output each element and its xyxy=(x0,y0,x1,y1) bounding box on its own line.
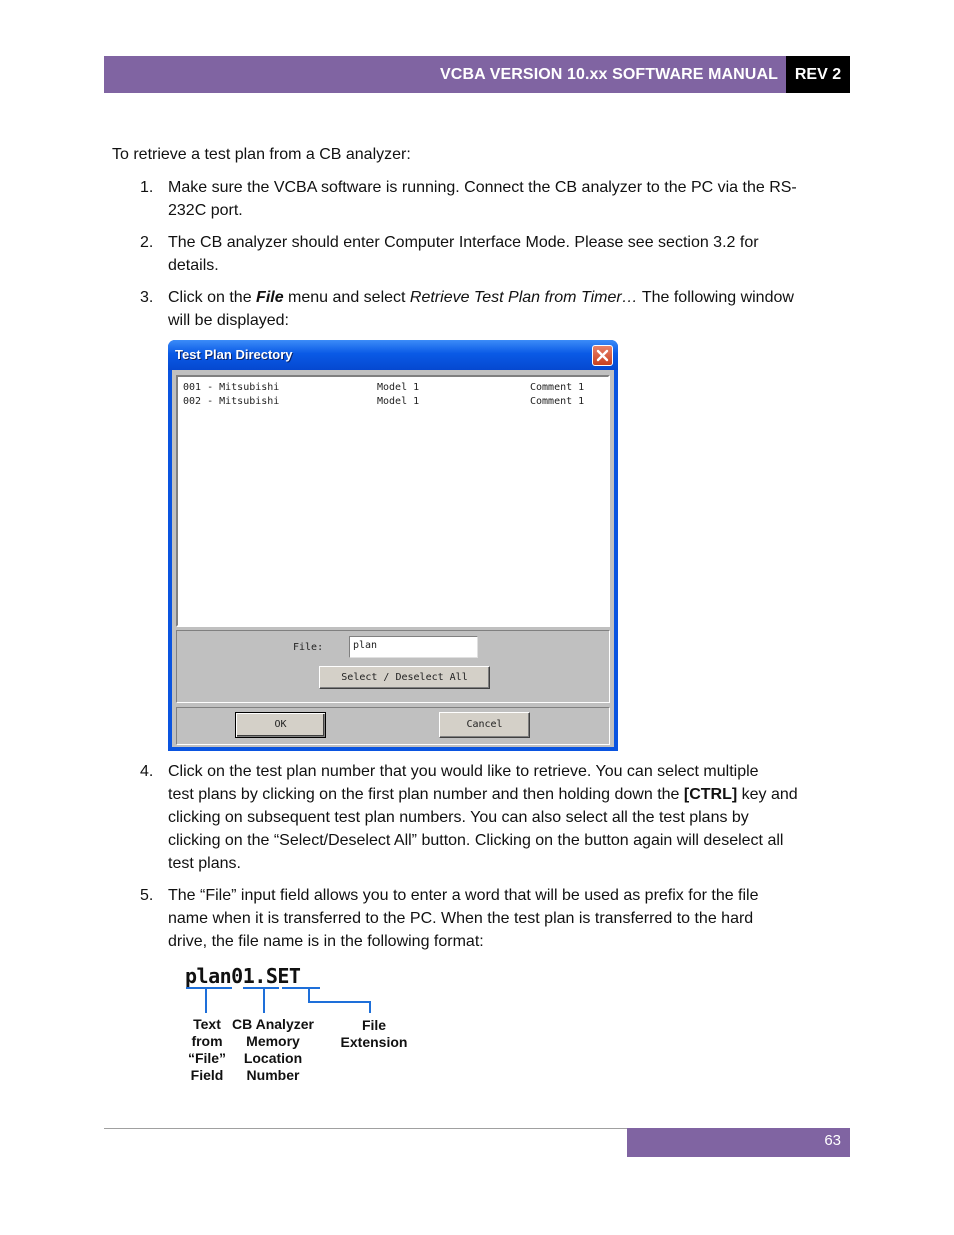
cancel-button[interactable]: Cancel xyxy=(439,712,530,738)
step-number: 4. xyxy=(140,763,154,780)
text-run: menu and select xyxy=(283,289,410,306)
step-number: 5. xyxy=(140,887,154,904)
step-line: clicking on subsequent test plan numbers. You can also select all the test plans by xyxy=(168,809,749,826)
label-cb-memory-location xyxy=(228,1016,318,1084)
dialog-client-area xyxy=(172,370,614,747)
step-line: Click on the test plan number that you would like to retrieve. You can select multiple xyxy=(168,763,759,780)
plan-comment: Comment 1 xyxy=(530,396,585,407)
text-run: Click on the xyxy=(168,289,257,306)
label-line: “File” xyxy=(187,1050,227,1066)
filename-extension: SET xyxy=(265,964,301,988)
file-panel xyxy=(176,630,610,703)
filename-format-connectors xyxy=(180,980,390,1020)
menu-name-file: File xyxy=(256,289,284,306)
label-line: CB Analyzer xyxy=(232,1016,314,1032)
revision-badge: REV 2 xyxy=(786,56,850,93)
plan-name: 001 - Mitsubishi xyxy=(183,382,280,393)
text-run: key and xyxy=(737,786,798,803)
step-line: Make sure the VCBA software is running. Connect the CB analyzer to the PC via the RS- xyxy=(168,179,797,196)
select-deselect-all-button[interactable]: Select / Deselect All xyxy=(319,666,490,689)
step-number: 2. xyxy=(140,234,154,251)
footer-rule xyxy=(104,1128,628,1129)
step-line xyxy=(168,783,848,806)
dialog-titlebar xyxy=(168,340,618,370)
page-number: 63 xyxy=(824,1132,841,1149)
step-line xyxy=(168,286,848,309)
intro-text: To retrieve a test plan from a CB analyzer: xyxy=(112,146,411,163)
step-line: The “File” input field allows you to enter a word that will be used as prefix for the file xyxy=(168,887,759,904)
label-file-extension xyxy=(334,1017,414,1051)
extension-connector xyxy=(309,988,370,1013)
label-line: Extension xyxy=(340,1034,408,1050)
step-line: test plans. xyxy=(168,855,241,872)
file-label: File: xyxy=(293,642,324,653)
header-title: VCBA VERSION 10.xx SOFTWARE MANUAL xyxy=(440,66,778,83)
menu-item-name: Retrieve Test Plan from Timer… xyxy=(409,289,638,306)
footer-bar xyxy=(627,1128,850,1157)
dialog-title: Test Plan Directory xyxy=(175,347,293,362)
header-bar xyxy=(104,56,850,93)
plan-comment: Comment 1 xyxy=(530,382,585,393)
label-text-from-file-field xyxy=(182,1016,232,1084)
plan-name: 002 - Mitsubishi xyxy=(183,396,280,407)
step-number: 3. xyxy=(140,289,154,306)
close-icon xyxy=(596,349,609,362)
ok-button[interactable]: OK xyxy=(235,712,326,738)
test-plan-list[interactable] xyxy=(176,375,610,627)
step-line: clicking on the “Select/Deselect All” button. Clicking on the button again will deselect all xyxy=(168,832,784,849)
step-line: 232C port. xyxy=(168,202,243,219)
test-plan-directory-dialog xyxy=(168,340,618,751)
ctrl-key: [CTRL] xyxy=(683,786,738,803)
step-line: The CB analyzer should enter Computer Interface Mode. Please see section 3.2 for xyxy=(168,234,759,251)
label-line: Location xyxy=(243,1050,303,1066)
label-line: File xyxy=(361,1017,387,1033)
file-input[interactable]: plan xyxy=(349,636,478,658)
step-line: will be displayed: xyxy=(168,312,289,329)
label-line: Text xyxy=(193,1016,221,1032)
text-run: test plans by clicking on the first plan number and then holding down the xyxy=(168,786,684,803)
label-line: Memory xyxy=(246,1033,300,1049)
plan-model: Model 1 xyxy=(377,382,420,393)
filename-number: 01 xyxy=(231,964,255,988)
filename-prefix: plan xyxy=(185,964,232,988)
step-line: name when it is transferred to the PC. When the test plan is transferred to the hard xyxy=(168,910,754,927)
close-button[interactable] xyxy=(592,345,613,366)
text-run: The following window xyxy=(637,289,794,306)
list-item[interactable] xyxy=(183,382,603,396)
plan-model: Model 1 xyxy=(377,396,420,407)
step-number: 1. xyxy=(140,179,154,196)
filename-dot: . xyxy=(254,964,266,988)
step-line: details. xyxy=(168,257,219,274)
label-line: Number xyxy=(246,1067,300,1083)
button-panel xyxy=(176,707,610,745)
label-line: Field xyxy=(190,1067,224,1083)
step-line: drive, the file name is in the following format: xyxy=(168,933,484,950)
label-line: from xyxy=(191,1033,223,1049)
list-item[interactable] xyxy=(183,396,603,410)
